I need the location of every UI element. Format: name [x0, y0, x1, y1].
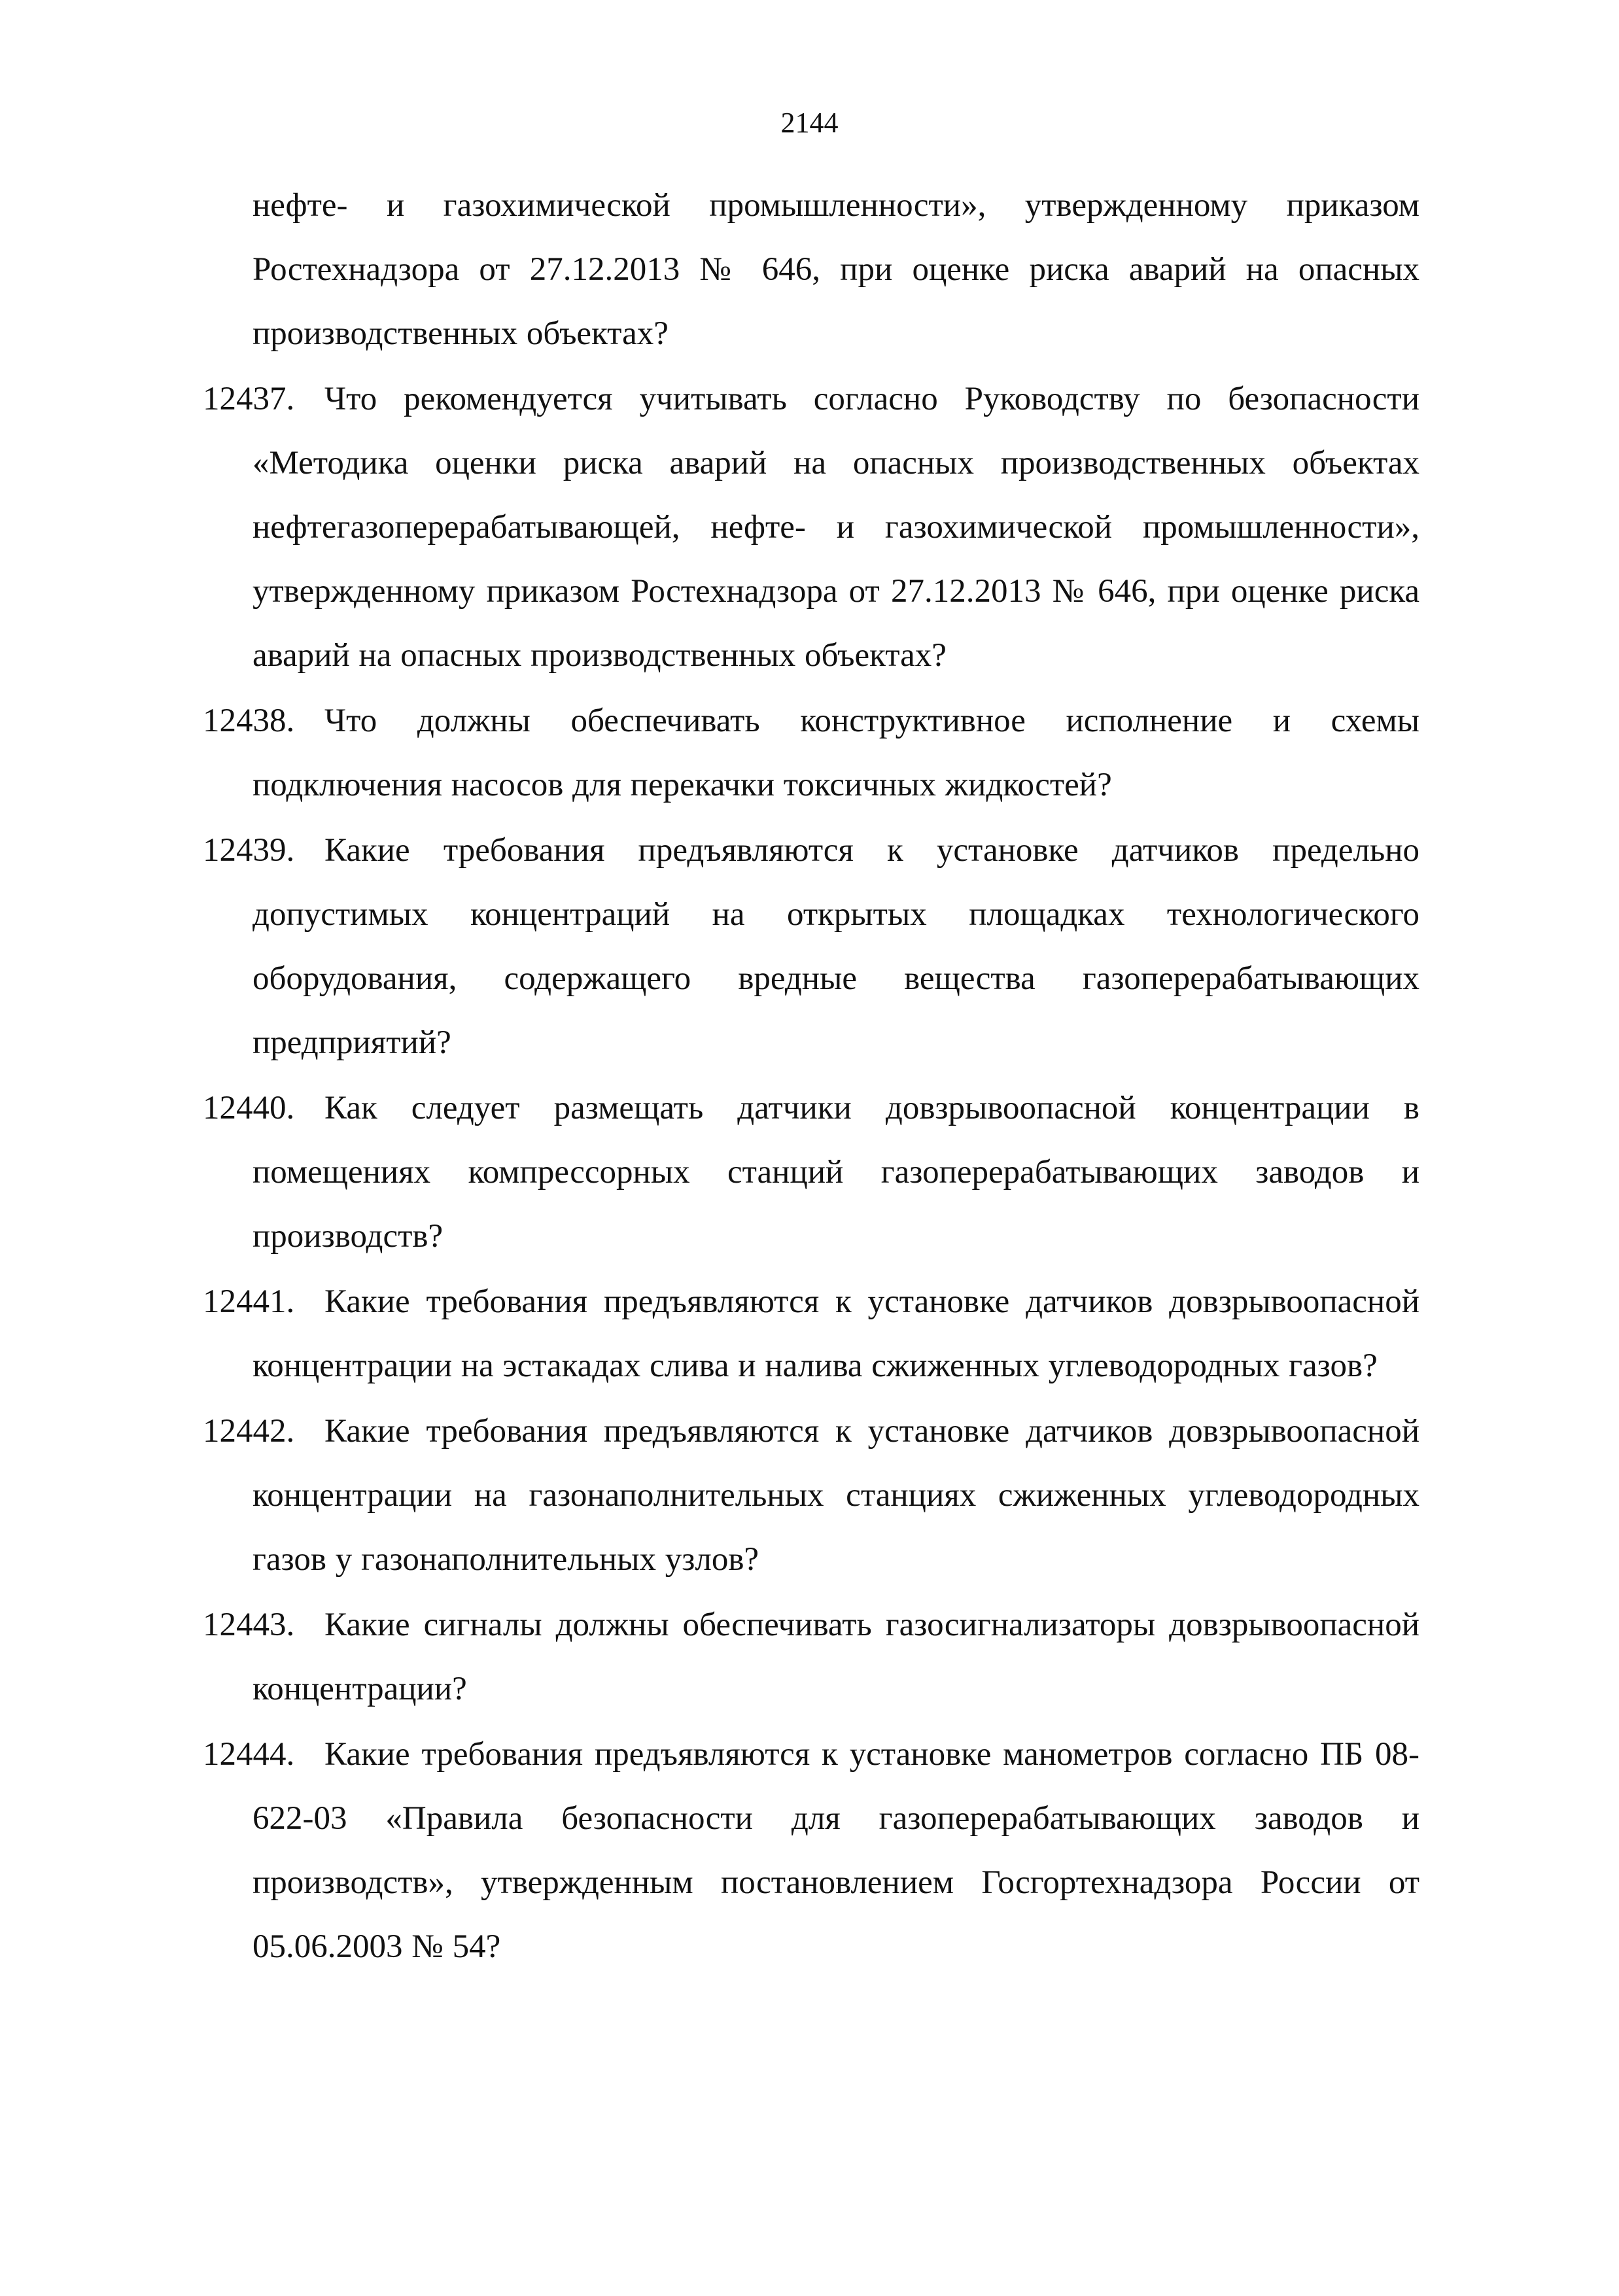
question-text: Как следует размещать датчики довзрывоопасной концентрации в помещениях компрессорных станций газоперерабатывающих заводов и производств? — [252, 1090, 1419, 1255]
question-number: 12440. — [203, 1090, 295, 1126]
question-number: 12439. — [203, 832, 295, 869]
question-text: Какие требования предъявляются к установке датчиков довзрывоопасной концентрации на газонаполнительных станциях сжиженных углеводородных газов у газонаполнительных узлов? — [252, 1413, 1419, 1578]
question-text: Какие требования предъявляются к установке манометров согласно ПБ 08-622-03 «Правила безопасности для газоперерабатывающих заводов и производств», утвержденным постановлением Госгортехнадзора России от 05.06.2003 № 54? — [252, 1736, 1419, 1965]
question-number: 12442. — [203, 1413, 295, 1450]
question-text: Что должны обеспечивать конструктивное исполнение и схемы подключения насосов для перекачки токсичных жидкостей? — [252, 703, 1419, 803]
question-number: 12443. — [203, 1607, 295, 1643]
question-number: 12437. — [203, 381, 295, 417]
question-number: 12444. — [203, 1736, 295, 1773]
question-text: Какие сигналы должны обеспечивать газосигнализаторы довзрывоопасной концентрации? — [252, 1607, 1419, 1707]
question-number: 12438. — [203, 703, 295, 739]
question-item — [203, 1722, 1419, 1979]
question-item — [203, 1076, 1419, 1268]
question-text: Что рекомендуется учитывать согласно Руководству по безопасности «Методика оценки риска аварий на опасных производственных объектах нефтегазоперерабатывающей, нефте- и газохимической промышленности», утвержденному приказом Ростехнадзора от 27.12.2013 № 646, при оценке риска аварий на опасных производственных объектах? — [252, 381, 1419, 674]
question-item — [203, 689, 1419, 817]
question-item — [203, 1399, 1419, 1592]
question-item — [203, 367, 1419, 687]
question-number: 12441. — [203, 1283, 295, 1320]
question-text: Какие требования предъявляются к установке датчиков предельно допустимых концентраций на открытых площадках технологического оборудования, содержащего вредные вещества газоперерабатывающих предприятий? — [252, 832, 1419, 1061]
question-text: Какие требования предъявляются к установке датчиков довзрывоопасной концентрации на эстакадах слива и налива сжиженных углеводородных газов? — [252, 1283, 1419, 1384]
page-number: 2144 — [780, 107, 839, 139]
question-item — [203, 1270, 1419, 1398]
question-item — [203, 1593, 1419, 1721]
continued-question-text: нефте- и газохимической промышленности», утвержденному приказом Ростехнадзора от 27.12.2013 № 646, при оценке риска аварий на опасных производственных объектах? — [252, 187, 1419, 352]
question-item — [203, 818, 1419, 1075]
question-list — [203, 173, 1419, 1979]
